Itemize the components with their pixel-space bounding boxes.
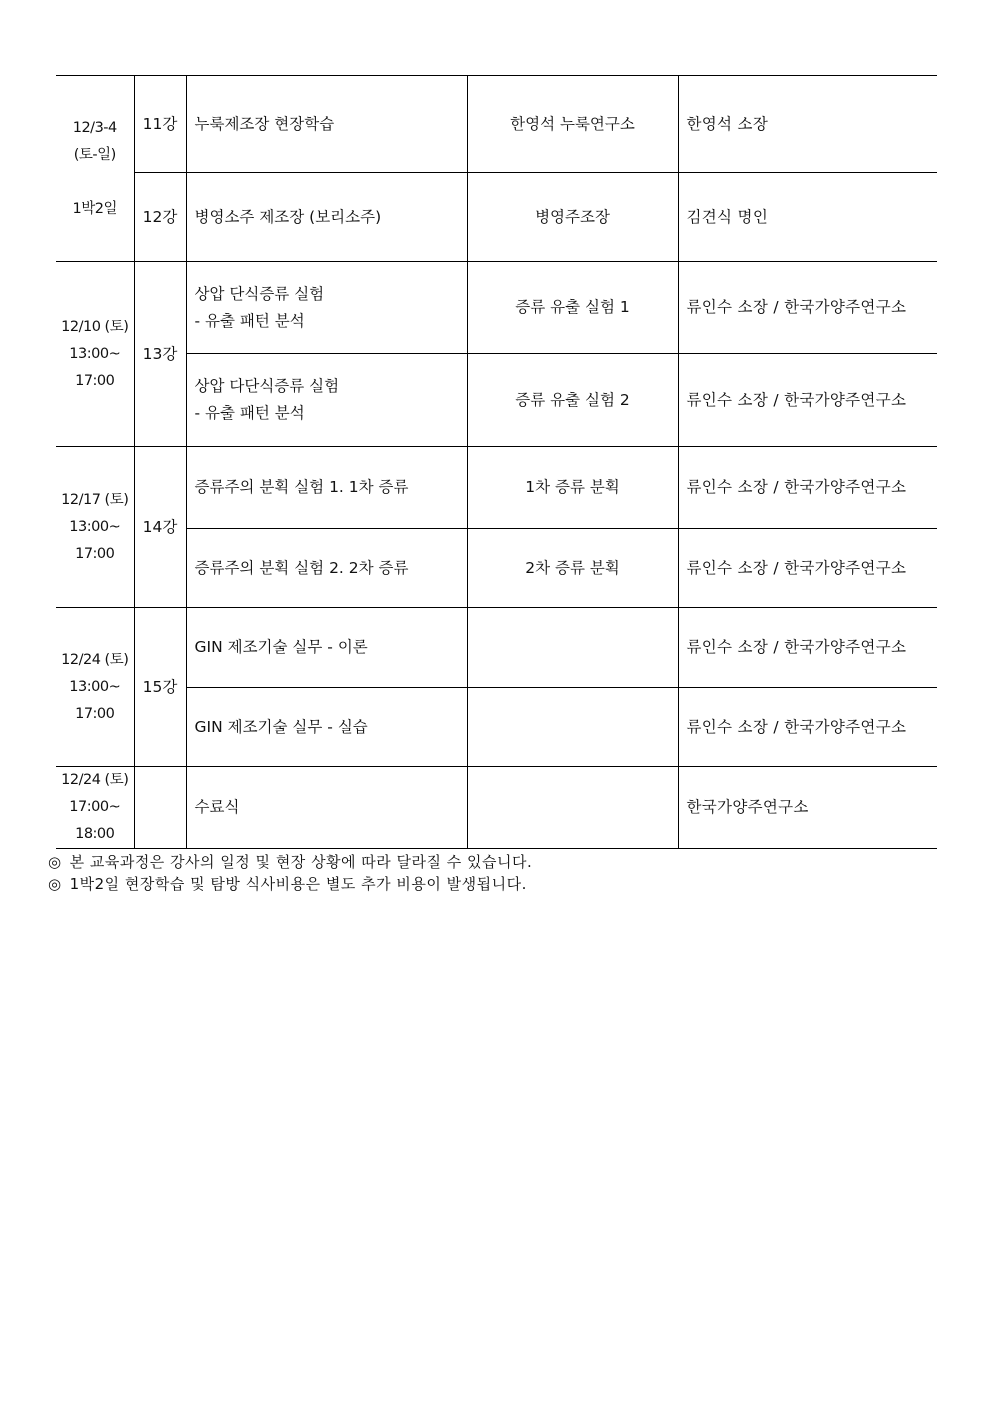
date-cell xyxy=(56,447,134,608)
date-text: 17:00 xyxy=(75,545,115,562)
place-cell: 한영석 누룩연구소 xyxy=(467,76,678,173)
topic-text: - 유출 패턴 분석 xyxy=(194,311,305,330)
table-row xyxy=(56,529,937,608)
instructor-cell: 류인수 소장 / 한국가양주연구소 xyxy=(678,262,937,354)
lecture-number: 15강 xyxy=(134,608,186,767)
date-text: 17:00~ xyxy=(69,799,121,815)
instructor-cell: 류인수 소장 / 한국가양주연구소 xyxy=(678,354,937,447)
instructor-cell: 한영석 소장 xyxy=(678,76,937,173)
date-text: 12/17 (토) xyxy=(61,491,129,508)
date-text: 12/3-4 xyxy=(72,119,117,136)
date-text: 12/24 (토) xyxy=(61,651,129,668)
date-cell xyxy=(56,767,134,849)
table-row xyxy=(56,262,937,354)
table-row xyxy=(56,447,937,529)
topic-cell: 수료식 xyxy=(186,767,467,849)
date-text: 13:00~ xyxy=(69,518,121,535)
topic-cell: 누룩제조장 현장학습 xyxy=(186,76,467,173)
topic-text: 상압 다단식증류 실험 xyxy=(194,377,340,395)
table-row xyxy=(56,173,937,262)
lecture-number xyxy=(134,767,186,849)
schedule-table xyxy=(56,75,937,849)
instructor-cell: 류인수 소장 / 한국가양주연구소 xyxy=(678,529,937,608)
date-cell xyxy=(56,262,134,447)
topic-cell: GIN 제조기술 실무 - 실습 xyxy=(186,688,467,767)
table-row xyxy=(56,767,937,849)
schedule-sheet xyxy=(48,75,937,895)
notes-section xyxy=(48,851,937,895)
topic-cell: 증류주의 분획 실험 1. 1차 증류 xyxy=(186,447,467,529)
date-text: (토-일) xyxy=(73,146,116,163)
place-cell: 1차 증류 분획 xyxy=(467,447,678,529)
topic-cell xyxy=(186,262,467,354)
note-item xyxy=(48,851,929,873)
date-text: 17:00 xyxy=(75,372,115,389)
note-item xyxy=(48,873,929,895)
lecture-number: 13강 xyxy=(134,262,186,447)
instructor-cell: 한국가양주연구소 xyxy=(678,767,937,849)
topic-cell xyxy=(186,354,467,447)
place-cell: 2차 증류 분획 xyxy=(467,529,678,608)
date-cell xyxy=(56,76,134,262)
instructor-cell: 류인수 소장 / 한국가양주연구소 xyxy=(678,688,937,767)
topic-text: 상압 단식증류 실험 xyxy=(194,284,325,303)
place-cell: 증류 유출 실험 2 xyxy=(467,354,678,447)
instructor-cell: 류인수 소장 / 한국가양주연구소 xyxy=(678,447,937,529)
place-cell: 병영주조장 xyxy=(467,173,678,262)
date-text: 18:00 xyxy=(75,826,115,842)
date-text: 12/24 (토) xyxy=(61,772,129,788)
table-row xyxy=(56,354,937,447)
date-text: 12/10 (토) xyxy=(61,318,129,335)
table-row xyxy=(56,76,937,173)
double-circle-icon: ◎ xyxy=(48,853,62,871)
place-cell xyxy=(467,767,678,849)
date-cell xyxy=(56,608,134,767)
table-row xyxy=(56,608,937,688)
topic-cell: GIN 제조기술 실무 - 이론 xyxy=(186,608,467,688)
lecture-number: 11강 xyxy=(134,76,186,173)
lecture-number: 14강 xyxy=(134,447,186,608)
instructor-cell: 류인수 소장 / 한국가양주연구소 xyxy=(678,608,937,688)
table-row xyxy=(56,688,937,767)
date-text: 17:00 xyxy=(75,705,115,722)
double-circle-icon: ◎ xyxy=(48,875,62,893)
date-text: 13:00~ xyxy=(69,678,121,695)
note-text: 1박2일 현장학습 및 탐방 식사비용은 별도 추가 비용이 발생됩니다. xyxy=(69,875,527,893)
instructor-cell: 김견식 명인 xyxy=(678,173,937,262)
note-text: 본 교육과정은 강사의 일정 및 현장 상황에 따라 달라질 수 있습니다. xyxy=(69,853,533,871)
topic-text: - 유출 패턴 분석 xyxy=(194,404,305,422)
date-text: 13:00~ xyxy=(69,345,121,362)
topic-cell: 증류주의 분획 실험 2. 2차 증류 xyxy=(186,529,467,608)
date-text: 1박2일 xyxy=(72,200,117,217)
place-cell xyxy=(467,688,678,767)
lecture-number: 12강 xyxy=(134,173,186,262)
topic-cell: 병영소주 제조장 (보리소주) xyxy=(186,173,467,262)
place-cell: 증류 유출 실험 1 xyxy=(467,262,678,354)
place-cell xyxy=(467,608,678,688)
